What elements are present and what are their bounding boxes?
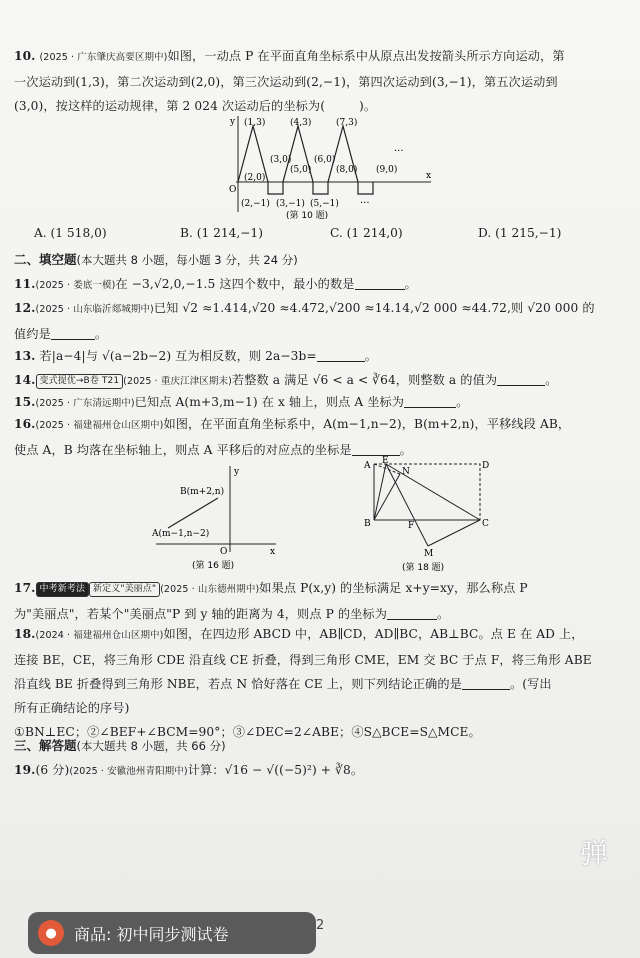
product-link-bar[interactable] bbox=[28, 912, 316, 954]
q10-figure bbox=[226, 112, 436, 222]
q10-option-d: D. (1 215,−1) bbox=[478, 226, 562, 240]
q10-origin-label: O bbox=[229, 185, 237, 195]
q17-definition-tag: 新定义"美丽点" bbox=[89, 582, 160, 597]
question-11: 11.(2025 · 娄底一模)在 −3,√2,0,−1.5 这四个数中，最小的数是 。 bbox=[14, 277, 417, 291]
svg-text:B: B bbox=[364, 519, 371, 529]
section-3-heading: 三、解答题(本大题共 8 小题，共 66 分) bbox=[14, 738, 226, 753]
question-12: 12.(2025 · 山东临沂郯城期中)已知 √2 ≈1.414,√20 ≈4.472,√200 ≈14.14,√2 000 ≈44.72,则 √20 000 的 值约是 。 bbox=[14, 301, 595, 341]
q10-label-50: (5,0) bbox=[290, 165, 312, 175]
q16-segment-ab bbox=[168, 498, 218, 528]
svg-text:D: D bbox=[482, 461, 490, 471]
svg-text:(第 16 题): (第 16 题) bbox=[192, 561, 235, 571]
product-label: 商品: 初中同步测试卷 bbox=[74, 924, 229, 944]
question-19: 19.(6 分)(2025 · 安徽池州青阳期中)计算：√16 − √((−5)²) + ∛8。 bbox=[14, 763, 364, 777]
q10-label-90: (9,0) bbox=[376, 165, 398, 175]
q10-label-20: (2,0) bbox=[244, 173, 266, 183]
q10-y-label: y bbox=[230, 117, 236, 127]
q10-label-5m1: (5,−1) bbox=[310, 199, 339, 209]
q14-variant-tag: 变式提优→B卷 T21 bbox=[36, 374, 124, 389]
q10-option-a: A. (1 518,0) bbox=[34, 226, 107, 240]
question-15: 15.(2025 · 广东清远期中)已知点 A(m+3,m−1) 在 x 轴上，则点 A 坐标为 。 bbox=[14, 395, 469, 409]
svg-text:O: O bbox=[220, 547, 228, 557]
page-number: 2 bbox=[316, 918, 325, 933]
q10-label-30: (3,0) bbox=[270, 155, 292, 165]
svg-text:F: F bbox=[408, 521, 415, 531]
svg-text:(第 18 题): (第 18 题) bbox=[402, 563, 445, 573]
svg-text:N: N bbox=[402, 467, 410, 477]
shopping-bag-icon: ● bbox=[38, 920, 64, 946]
question-17: 17. 中考新考法 新定义"美丽点" (2025 · 山东德州期中)如果点 P(x,y) 的坐标满足 x+y=xy，那么称点 P 为"美丽点"，若某个"美丽点"P 到 y 轴的距离为 4，则点 P 的坐标为 。 bbox=[14, 581, 528, 621]
svg-text:A: A bbox=[364, 461, 371, 471]
q10-option-c: C. (1 214,0) bbox=[330, 226, 403, 240]
q10-label-73: (7,3) bbox=[336, 118, 358, 128]
q10-source: (2025 · 广东肇庆高要区期中) bbox=[39, 52, 168, 63]
question-14: 14. 变式提优→B卷 T21 (2025 · 重庆江津区期末)若整数 a 满足 √6 < a < ∛64，则整数 a 的值为 。 bbox=[14, 373, 558, 387]
q16-figure bbox=[146, 462, 286, 572]
q10-label-3m1: (3,−1) bbox=[276, 199, 305, 209]
question-13: 13. 若|a−4|与 √(a−2b−2) 互为相反数，则 2a−3b= 。 bbox=[14, 349, 378, 363]
q10-path bbox=[238, 126, 373, 194]
svg-text:C: C bbox=[482, 519, 489, 529]
q10-label-13: (1,3) bbox=[244, 118, 266, 128]
svg-text:M: M bbox=[424, 549, 434, 559]
q10-caption: (第 10 题) bbox=[286, 211, 329, 221]
q10-line3b: )。 bbox=[359, 99, 377, 113]
q10-label-43: (4,3) bbox=[290, 118, 312, 128]
q10-dots-bottom: ··· bbox=[360, 198, 370, 209]
q10-dots-top: ··· bbox=[394, 146, 404, 157]
question-16: 16.(2025 · 福建福州仓山区期中)如图，在平面直角坐标系中，A(m−1,n−2)，B(m+2,n)，平移线段 AB， 使点 A，B 均落在坐标轴上，则点 A 平移后的对应点的坐标是 。 bbox=[14, 417, 571, 457]
question-10: 10. (2025 · 广东肇庆高要区期中)如图，一动点 P 在平面直角坐标系中从原点出发按箭头所示方向运动，第 一次运动到(1,3)，第二次运动到(2,0)，第三次运动到(2,−1)，第四次运动到(3,−1)，第五次运动到 (3,0)，按这样的运动规律，第 2 024 次运动后的坐标为( )。 bbox=[14, 49, 565, 113]
q10-line3a: (3,0)，按这样的运动规律，第 2 024 次运动后的坐标为( bbox=[14, 99, 326, 113]
question-18: 18.(2024 · 福建福州仓山区期中)如图，在四边形 ABCD 中，AB∥CD，AD∥BC，AB⊥BC。点 E 在 AD 上， 连接 BE，CE，将三角形 CDE 沿直线 CE 折叠，得到三角形 CME，EM 交 BC 于点 F，将三角形 ABE 沿直线 BE 折叠得到三角形 NBE，若点 N 恰好落在 CE 上，则下列结论正确的是 。(写出 所有正确结论的序号) ①BN⊥EC；②∠BEF+∠BCM=90°；③∠DEC=2∠ABE；④S△BCE=S△MCE。 bbox=[14, 627, 592, 739]
svg-text:y: y bbox=[234, 467, 240, 477]
q10-line2: 一次运动到(1,3)，第二次运动到(2,0)，第三次运动到(2,−1)，第四次运动到(3,−1)，第五次运动到 bbox=[14, 75, 558, 89]
q10-x-label: x bbox=[426, 171, 432, 181]
q10-option-b: B. (1 214,−1) bbox=[180, 226, 263, 240]
q10-label-2m1: (2,−1) bbox=[241, 199, 270, 209]
q10-label-60: (6,0) bbox=[314, 155, 336, 165]
q10-line1: 如图，一动点 P 在平面直角坐标系中从原点出发按箭头所示方向运动，第 bbox=[167, 49, 565, 63]
svg-text:x: x bbox=[270, 547, 276, 557]
danmu-toggle-icon[interactable]: 弹 bbox=[580, 837, 609, 870]
q10-label-80: (8,0) bbox=[336, 165, 358, 175]
section-2-heading: 二、填空题(本大题共 8 小题，每小题 3 分，共 24 分) bbox=[14, 252, 298, 267]
q18-figure bbox=[356, 456, 496, 574]
svg-text:A(m−1,n−2): A(m−1,n−2) bbox=[152, 529, 210, 539]
svg-text:E: E bbox=[382, 456, 389, 466]
svg-text:B(m+2,n): B(m+2,n) bbox=[180, 487, 225, 497]
q17-new-method-tag: 中考新考法 bbox=[36, 582, 90, 597]
